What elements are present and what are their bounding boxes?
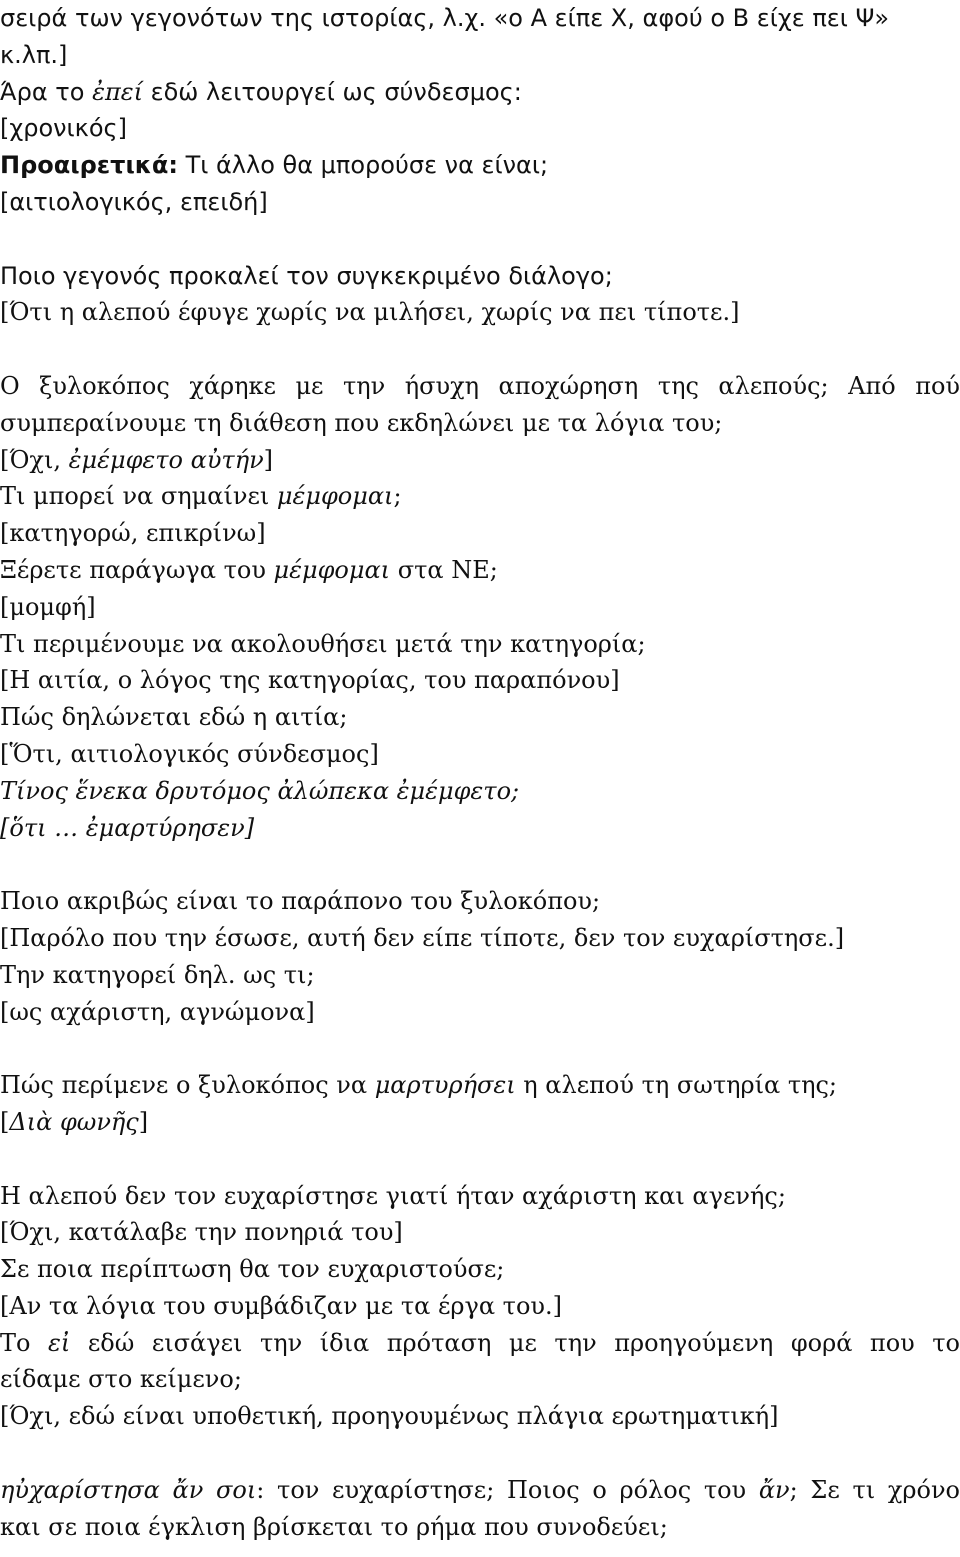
answer-line: [Όχι, κατάλαβε την πονηριά του]	[0, 1218, 403, 1247]
question-line: Τίνος ἕνεκα δρυτόμος ἀλώπεκα ἐμέμφετο;	[0, 776, 520, 805]
question-line: Ποιο γεγονός προκαλεί τον συγκεκριμένο διάλογο;	[0, 261, 613, 290]
question-line	[0, 552, 960, 589]
text-span: Το	[0, 1328, 48, 1357]
text-span: ]	[138, 1107, 149, 1136]
greek-term: ἄν	[758, 1475, 790, 1504]
greek-term: ηὐχαρίστησα ἄν σοι	[0, 1475, 257, 1504]
question-line	[0, 1325, 960, 1362]
spacer	[0, 1435, 960, 1472]
text-span: : τον ευχαρίστησε; Ποιος ο ρόλος του	[256, 1475, 759, 1504]
text-span: ;	[393, 482, 402, 511]
question-line: συμπεραίνουμε τη διάθεση που εκδηλώνει με τα λόγια του;	[0, 408, 723, 437]
text-span: Άρα το	[0, 77, 93, 106]
text-span: Πώς περίμενε ο ξυλοκόπος να	[0, 1071, 375, 1100]
question-line: Ποιο ακριβώς είναι το παράπονο του ξυλοκόπου;	[0, 887, 601, 916]
text-span: ; Σε τι χρόνο	[789, 1475, 960, 1504]
greek-term: ἐπεί	[92, 77, 144, 106]
answer-line: [χρονικός]	[0, 114, 127, 143]
text-line	[0, 147, 960, 184]
greek-term: μέμφομαι	[276, 482, 394, 511]
question-line: και σε ποια έγκλιση βρίσκεται το ρήμα που συνοδεύει;	[0, 1512, 668, 1541]
text-span: εδώ λειτουργεί ως σύνδεσμος:	[143, 77, 522, 106]
text-span: Τι άλλο θα μπορούσε να είναι;	[177, 151, 549, 180]
text-line	[0, 74, 960, 111]
answer-line: [Η αιτία, ο λόγος της κατηγορίας, του παραπόνου]	[0, 666, 620, 695]
text-span: Τι μπορεί να σημαίνει	[0, 482, 277, 511]
text-span: στα ΝΕ;	[390, 555, 498, 584]
text-span: ]	[263, 445, 274, 474]
spacer	[0, 846, 960, 883]
answer-line: [Παρόλο που την έσωσε, αυτή δεν είπε τίποτε, δεν τον ευχαρίστησε.]	[0, 923, 845, 952]
greek-term: μαρτυρήσει	[374, 1071, 516, 1100]
greek-term: Διὰ φωνῆς	[9, 1107, 139, 1136]
text-span: εδώ εισάγει την ίδια πρόταση με την προηγούμενη φορά που το	[70, 1328, 960, 1357]
text-span: Ξέρετε παράγωγα του	[0, 555, 274, 584]
question-line	[0, 1067, 960, 1104]
optional-label: Προαιρετικά:	[0, 151, 178, 180]
question-line: Την κατηγορεί δηλ. ως τι;	[0, 960, 315, 989]
greek-term: μέμφομαι	[273, 555, 391, 584]
answer-line	[0, 442, 960, 479]
answer-line: [Ότι η αλεπού έφυγε χωρίς να μιλήσει, χωρίς να πει τίποτε.]	[0, 298, 740, 327]
text-line: σειρά των γεγονότων της ιστορίας, λ.χ. «ο Α είπε Χ, αφού ο Β είχε πει Ψ»	[0, 4, 890, 32]
answer-line: [ως αχάριστη, αγνώμονα]	[0, 997, 315, 1026]
spacer	[0, 1030, 960, 1067]
question-line: Ο ξυλοκόπος χάρηκε με την ήσυχη αποχώρηση της αλεπούς; Από πού	[0, 371, 960, 400]
question-line: Σε ποια περίπτωση θα τον ευχαριστούσε;	[0, 1255, 505, 1284]
text-span: [Όχι,	[0, 445, 69, 474]
question-line	[0, 478, 960, 515]
spacer	[0, 331, 960, 368]
question-line: είδαμε στο κείμενο;	[0, 1365, 242, 1394]
greek-term: εἰ	[48, 1328, 71, 1357]
text-span: [	[0, 1107, 10, 1136]
question-line: Τι περιμένουμε να ακολουθήσει μετά την κατηγορία;	[0, 629, 646, 658]
answer-line: [Αν τα λόγια του συμβάδιζαν με τα έργα του.]	[0, 1291, 562, 1320]
answer-line: [Όχι, εδώ είναι υποθετική, προηγουμένως πλάγια ερωτηματική]	[0, 1402, 779, 1431]
question-line	[0, 1472, 960, 1509]
text-span: η αλεπού τη σωτηρία της;	[515, 1071, 838, 1100]
spacer	[0, 221, 960, 258]
question-line: Πώς δηλώνεται εδώ η αιτία;	[0, 703, 348, 732]
answer-line: [ὅτι … ἐμαρτύρησεν]	[0, 813, 255, 842]
answer-line: [κατηγορώ, επικρίνω]	[0, 519, 266, 548]
spacer	[0, 1141, 960, 1178]
text-line: κ.λπ.]	[0, 40, 68, 69]
question-line: Η αλεπού δεν τον ευχαρίστησε γιατί ήταν αχάριστη και αγενής;	[0, 1181, 786, 1210]
greek-term: ἐμέμφετο αὐτήν	[68, 445, 264, 474]
answer-line: [Ὅτι, αιτιολογικός σύνδεσμος]	[0, 739, 379, 768]
answer-line: [αιτιολογικός, επειδή]	[0, 187, 268, 216]
answer-line: [μομφή]	[0, 592, 96, 621]
answer-line	[0, 1104, 960, 1141]
